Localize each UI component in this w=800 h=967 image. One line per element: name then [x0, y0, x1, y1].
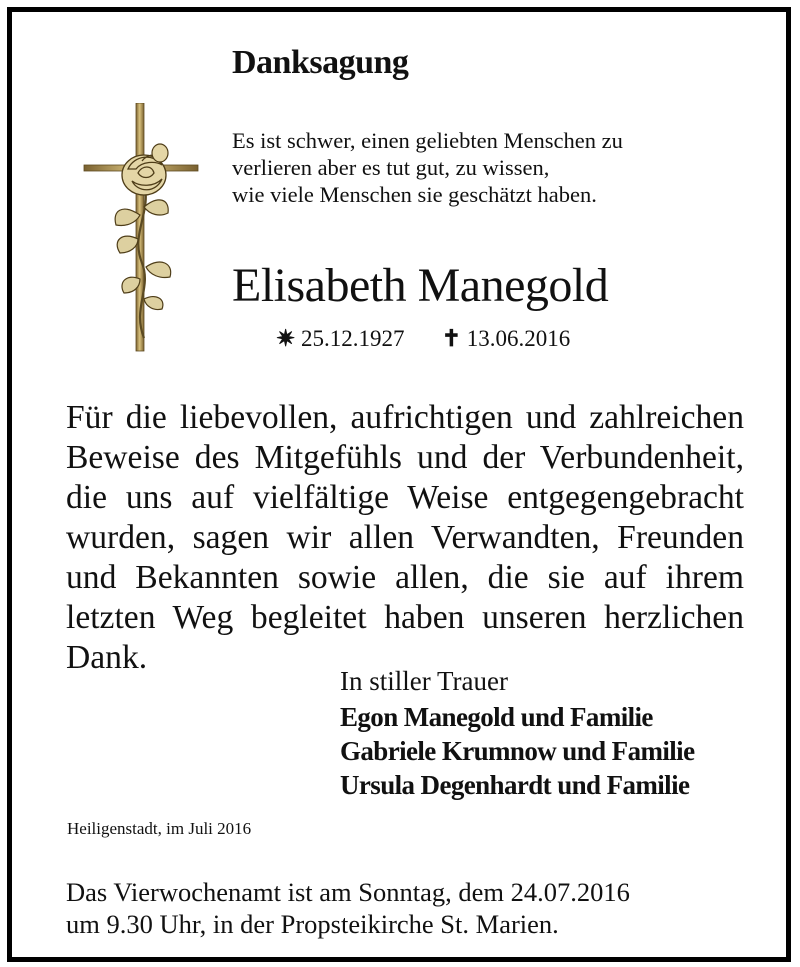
life-dates [276, 324, 570, 354]
thanks-line: Für die liebevollen, aufrichtigen und zahlreichen [66, 399, 744, 436]
thanks-line: und Bekannten sowie allen, die sie auf ihrem [66, 559, 744, 596]
thanks-text [66, 398, 744, 678]
page-title: Danksagung [232, 44, 409, 81]
death-cross-icon: ✝ [441, 326, 462, 351]
thanks-line: wurden, sagen wir allen Verwandten, Freunden [66, 519, 744, 556]
quote-line: Es ist schwer, einen geliebten Menschen zu [232, 128, 623, 153]
family-name: Egon Manegold und Familie [340, 702, 653, 732]
birth-star-icon: ✷ [276, 326, 296, 351]
notice-line: Das Vierwochenamt ist am Sonntag, dem 24.07.2016 [66, 877, 630, 907]
cross-with-rose-icon [82, 103, 202, 353]
signature-families [340, 700, 694, 802]
death-date: 13.06.2016 [466, 326, 571, 351]
thanks-line: die uns auf vielfältige Weise entgegengebracht [66, 479, 744, 516]
family-name: Ursula Degenhardt und Familie [340, 770, 690, 800]
notice-line: um 9.30 Uhr, in der Propsteikirche St. Marien. [66, 909, 559, 939]
quote-line: wie viele Menschen sie geschätzt haben. [232, 182, 597, 207]
family-name: Gabriele Krumnow und Familie [340, 736, 695, 766]
quote-line: verlieren aber es tut gut, zu wissen, [232, 155, 550, 180]
signature-intro: In stiller Trauer [340, 666, 508, 696]
place-date: Heiligenstadt, im Juli 2016 [67, 819, 252, 838]
thanks-line: Dank. [66, 639, 148, 676]
service-notice [66, 876, 630, 940]
thanks-line: letzten Weg begleitet haben unseren herzlichen [66, 599, 744, 636]
quote-text [232, 127, 623, 208]
birth-date: 25.12.1927 [301, 326, 405, 351]
deceased-name: Elisabeth Manegold [232, 259, 609, 312]
thanks-line: Beweise des Mitgefühls und der Verbundenheit, [66, 439, 744, 476]
